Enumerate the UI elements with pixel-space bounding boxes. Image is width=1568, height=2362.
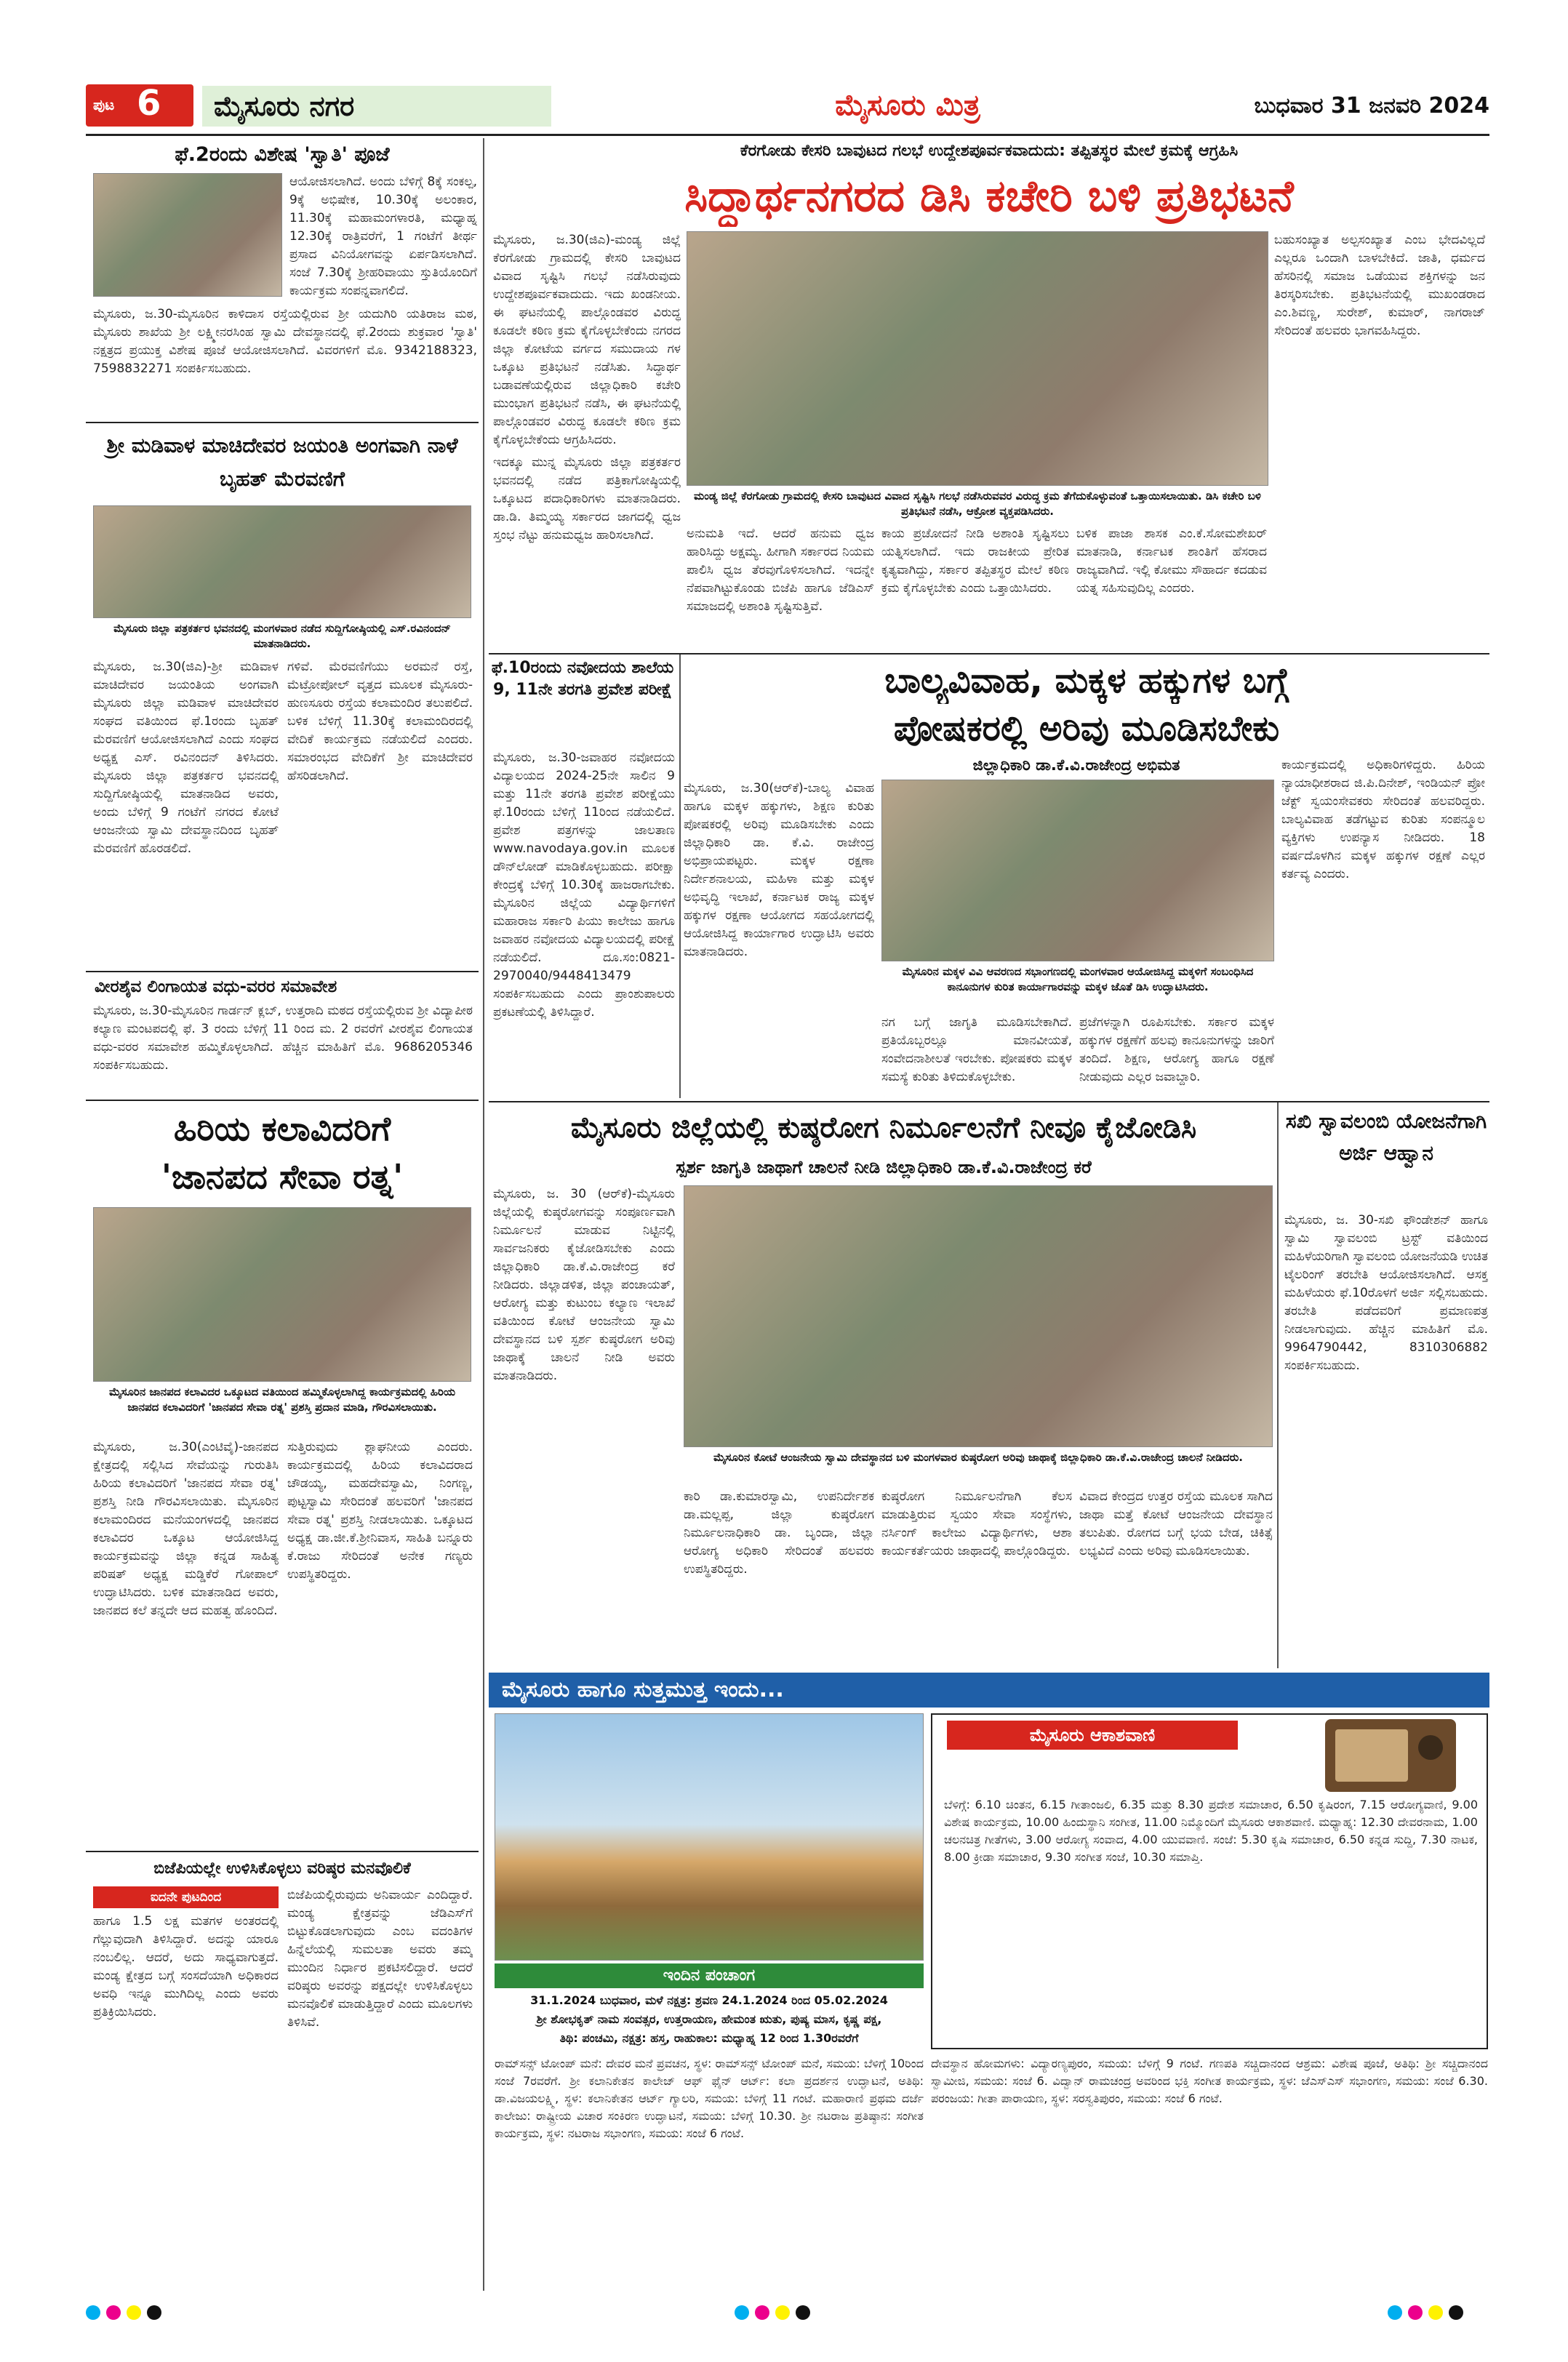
child-caption: ಮೈಸೂರಿನ ಮಕ್ಕಳ ವಿವಿ ಆವರಣದ ಸಭಾಂಗಣದಲ್ಲಿ ಮಂಗಳವಾರ ಆಯೋಜಿಸಿದ್ದ ಮಕ್ಕಳಿಗೆ ಸಂಬಂಧಿಸಿದ ಕಾನೂನುಗಳ ಕುರಿತ ಕಾರ್ಯಾಗಾರವನ್ನು ಮಕ್ಕಳ ಜೊತೆ ಡಿಸಿ ಉದ್ಘಾಟಿಸಿದರು. — [902, 965, 1254, 993]
panchanga-title: ಇಂದಿನ ಪಂಚಾಂಗ — [495, 1963, 924, 1988]
janapada-body-b: ಸುತ್ತಿರುವುದು ಶ್ಲಾಘನೀಯ ಎಂದರು. ಕಾರ್ಯಕ್ರಮದಲ್ಲಿ ಹಿರಿಯ ಕಲಾವಿದರಾದ ಚೌಡಯ್ಯ, ಮಹದೇವಸ್ವಾಮಿ, ನಿಂಗಣ್ಣ, ಪುಟ್ಟಸ್ವಾಮಿ ಸೇರಿದಂತೆ ಹಲವರಿಗೆ 'ಜಾನಪದ ಸೇವಾ ರತ್ನ' ಪ್ರಶಸ್ತಿ ನೀಡಲಾಯಿತು. ಒಕ್ಕೂಟದ ಅಧ್ಯಕ್ಷ ಡಾ.ಜೀ.ಕೆ.ಶ್ರೀನಿವಾಸ, ಸಾಹಿತಿ ಬನ್ನೂರು ಕೆ.ರಾಜು ಸೇರಿದಂತೆ ಅನೇಕ ಗಣ್ಯರು ಉಪಸ್ಥಿತರಿದ್ದರು. — [287, 1440, 473, 1582]
panchanga-line-3: ತಿಥಿ: ಪಂಚಮಿ, ನಕ್ಷತ್ರ: ಹಸ್ತ, ರಾಹುಕಾಲ: ಮಧ್ಯಾಹ್ನ 12 ರಿಂದ 1.30ರವರೆಗೆ — [559, 2031, 859, 2045]
black-dot — [147, 2305, 161, 2320]
today-events-b: ದೇವಸ್ಥಾನ ಹೋಮಗಳು: ವಿದ್ಯಾರಣ್ಯಪುರಂ, ಸಮಯ: ಬೆಳಿಗ್ಗೆ 9 ಗಂಟೆ. ಗಣಪತಿ ಸಚ್ಚಿದಾನಂದ ಆಶ್ರಮ: ವಿಶೇಷ ಪೂಜೆ, ಅತಿಥಿ: ಶ್ರೀ ಸಚ್ಚಿದಾನಂದ ಸ್ವಾಮೀಜಿ, ಸಮಯ: ಸಂಜೆ 6. ವಿದ್ವಾನ್ ರಾಮಚಂದ್ರ ಅವರಿಂದ ಭಕ್ತಿ ಸಂಗೀತ ಕಾರ್ಯಕ್ರಮ, ಸ್ಥಳ: ಜೆಎಸ್‌ಎಸ್ ಸಭಾಂಗಣ, ಸಮಯ: ಸಂಜೆ 6.30. ಪರಂಜಯ: ಗೀತಾ ಪಾರಾಯಣ, ಸ್ಥಳ: ಸರಸ್ವತಿಪುರಂ, ಸಮಯ: ಸಂಜೆ 6 ಗಂಟೆ. — [931, 2057, 1488, 2105]
swathi-body-b: ಮೈಸೂರು, ಜ.30-ಮೈಸೂರಿನ ಕಾಳಿದಾಸ ರಸ್ತೆಯಲ್ಲಿರುವ ಶ್ರೀ ಯದುಗಿರಿ ಯತಿರಾಜ ಮಠ, ಮೈಸೂರು ಶಾಖೆಯ ಶ್ರೀ ಲಕ್ಷ್ಮೀನರಸಿಂಹ ಸ್ವಾಮಿ ದೇವಸ್ಥಾನದಲ್ಲಿ ಫೆ.2ರಂದು ಶುಕ್ರವಾರ 'ಸ್ವಾತಿ' ನಕ್ಷತ್ರದ ಪ್ರಯುಕ್ತ ವಿಶೇಷ ಪೂಜೆ ಆಯೋಜಿಸಲಾಗಿದೆ. ವಿವರಗಳಿಗೆ ಮೊ. 9342188323, 7598832271 ಸಂಪರ್ಕಿಸಬಹುದು. — [93, 307, 477, 376]
madivala-body-a: ಮೈಸೂರು, ಜ.30(ಜಿಎ)-ಶ್ರೀ ಮಡಿವಾಳ ಮಾಚಿದೇವರ ಜಯಂತಿಯ ಅಂಗವಾಗಿ ಮೈಸೂರು ಜಿಲ್ಲಾ ಮಡಿವಾಳ ಮಾಚಿದೇವರ ಸಂಘದ ವತಿಯಿಂದ ಫೆ.1ರಂದು ಬೃಹತ್ ಮೆರವಣಿಗೆ ಆಯೋಜಿಸಲಾಗಿದೆ ಎಂದು ಸಂಘದ ಅಧ್ಯಕ್ಷ ಎಸ್. ರವಿನಂದನ್ ತಿಳಿಸಿದರು. ಮೈಸೂರು ಜಿಲ್ಲಾ ಪತ್ರಕರ್ತರ ಭವನದಲ್ಲಿ ಸುದ್ದಿಗೋಷ್ಠಿಯಲ್ಲಿ ಮಾತನಾಡಿದ ಅವರು, ಅಂದು ಬೆಳಿಗ್ಗೆ 9 ಗಂಟೆಗೆ ನಗರದ ಕೋಟೆ ಆಂಜನೇಯ ಸ್ವಾಮಿ ದೇವಸ್ಥಾನದಿಂದ ಬೃಹತ್ ಮೆರವಣಿಗೆ ಹೊರಡಲಿದೆ. — [93, 660, 279, 856]
leprosy-body-c: ಕುಷ್ಠರೋಗ ನಿರ್ಮೂಲನೆಗಾಗಿ ಕೆಲಸ ಮಾಡುತ್ತಿರುವ ಸ್ವಯಂ ಸೇವಾ ಸಂಸ್ಥೆಗಳು, ನರ್ಸಿಂಗ್ ಕಾಲೇಜು ವಿದ್ಯಾರ್ಥಿಗಳು, ಆಶಾ ಕಾರ್ಯಕರ್ತೆಯರು ಜಾಥಾದಲ್ಲಿ ಪಾಲ್ಗೊಂಡಿದ್ದರು. — [881, 1489, 1072, 1558]
palace-photo — [495, 1713, 924, 1961]
registration-marks-center — [735, 2305, 836, 2323]
divider — [86, 971, 479, 972]
column-rule — [483, 138, 484, 2291]
registration-marks-right — [1388, 2305, 1489, 2323]
paper-name: ಮೈಸೂರು ಮಿತ್ರ — [835, 89, 980, 122]
navodaya-body: ಮೈಸೂರು, ಜ.30-ಜವಾಹರ ನವೋದಯ ವಿದ್ಯಾಲಯದ 2024-25ನೇ ಸಾಲಿನ 9 ಮತ್ತು 11ನೇ ತರಗತಿ ಪ್ರವೇಶ ಪರೀಕ್ಷೆಯು ಫೆ.10ರಂದು ಬೆಳಿಗ್ಗೆ 11ರಿಂದ ನಡೆಯಲಿದೆ. ಪ್ರವೇಶ ಪತ್ರಗಳನ್ನು ಜಾಲತಾಣ www.navodaya.gov.in ಮೂಲಕ ಡೌನ್‌ಲೋಡ್ ಮಾಡಿಕೊಳ್ಳಬಹುದು. ಪರೀಕ್ಷಾ ಕೇಂದ್ರಕ್ಕೆ ಬೆಳಿಗ್ಗೆ 10.30ಕ್ಕೆ ಹಾಜರಾಗಬೇಕು. ಮೈಸೂರಿನ ಜಿಲ್ಲೆಯ ವಿದ್ಯಾರ್ಥಿಗಳಿಗೆ ಮಹಾರಾಜ ಸರ್ಕಾರಿ ಪಿಯು ಕಾಲೇಜು ಹಾಗೂ ಜವಾಹರ ನವೋದಯ ವಿದ್ಯಾಲಯದಲ್ಲಿ ಪರೀಕ್ಷೆ ನಡೆಯಲಿದೆ. ದೂ.ಸಂ:0821-2970040/9448413479 ಸಂಪರ್ಕಿಸಬಹುದು ಎಂದು ಪ್ರಾಂಶುಪಾಲರು ಪ್ರಕಟಣೆಯಲ್ಲಿ ತಿಳಿಸಿದ್ದಾರೆ. — [493, 750, 675, 1020]
cyan-dot — [86, 2305, 100, 2320]
cyan-dot — [1388, 2305, 1402, 2320]
navodaya-headline: ಫೆ.10ರಂದು ನವೋದಯ ಶಾಲೆಯ 9, 11ನೇ ತರಗತಿ ಪ್ರವೇಶ ಪರೀಕ್ಷೆ — [491, 659, 674, 699]
column-rule — [679, 654, 681, 1098]
swathi-photo — [93, 173, 282, 297]
radio-title: ಮೈಸೂರು ಆಕಾಶವಾಣಿ — [947, 1721, 1238, 1750]
madivala-body-b: ಗಳಿವೆ. ಮೆರವಣಿಗೆಯು ಅರಮನೆ ರಸ್ತೆ, ಮೆಟ್ರೋಪೋಲ್ ವೃತ್ತದ ಮೂಲಕ ಮೈಸೂರು-ಹುಣಸೂರು ರಸ್ತೆಯ ಕಲಾಮಂದಿರ ತಲುಪಲಿದೆ. ಬಳಿಕ ಬೆಳಿಗ್ಗೆ 11.30ಕ್ಕೆ ಕಲಾಮಂದಿರದಲ್ಲಿ ವೇದಿಕೆ ಕಾರ್ಯಕ್ರಮ ನಡೆಯಲಿದೆ ಎಂದರು. ಸಮಾರಂಭದ ವೇದಿಕೆಗೆ ಶ್ರೀ ಮಾಚಿದೇವರ ಹೆಸರಿಡಲಾಗಿದೆ. — [287, 660, 473, 783]
black-dot — [1449, 2305, 1463, 2320]
child-body-b: ನಗ ಬಗ್ಗೆ ಜಾಗೃತಿ ಮೂಡಿಸಬೇಕಾಗಿದೆ. ಪ್ರತಿಯೊಬ್ಬರಲ್ಲೂ ಮಾನವೀಯತೆ, ಸಂವೇದನಾಶೀಲತೆ ಇರಬೇಕು. ಪೋಷಕರು ಮಕ್ಕಳ ಸಮಸ್ಯೆ ಕುರಿತು ತಿಳಿದುಕೊಳ್ಳಬೇಕು. — [881, 1015, 1072, 1084]
today-events-a: ರಾಮ್‌ಸನ್ಸ್ ಟೋಂಪ್ ಮನೆ: ದೇವರ ಮನೆ ಪ್ರವಚನ, ಸ್ಥಳ: ರಾಮ್‌ಸನ್ಸ್ ಟೋಂಪ್ ಮನೆ, ಸಮಯ: ಬೆಳಿಗ್ಗೆ 10ರಿಂದ ಸಂಜೆ 7ರವರೆಗೆ. ಶ್ರೀ ಕಲಾನಿಕೇತನ ಕಾಲೇಜ್ ಆಫ್ ಫೈನ್ ಆರ್ಟ್: ಕಲಾ ಪ್ರದರ್ಶನ ಉದ್ಘಾಟನೆ, ಅತಿಥಿ: ಡಾ.ವಿಜಯಲಕ್ಷ್ಮಿ, ಸ್ಥಳ: ಕಲಾನಿಕೇತನ ಆರ್ಟ್ ಗ್ಯಾಲರಿ, ಸಮಯ: ಬೆಳಿಗ್ಗೆ 11 ಗಂಟೆ. ಮಹಾರಾಣಿ ಪ್ರಥಮ ದರ್ಜೆ ಕಾಲೇಜು: ರಾಷ್ಟ್ರೀಯ ವಿಚಾರ ಸಂಕಿರಣ ಉದ್ಘಾಟನೆ, ಸಮಯ: ಬೆಳಿಗ್ಗೆ 10.30. ಶ್ರೀ ನಟರಾಜ ಪ್ರತಿಷ್ಠಾನ: ಸಂಗೀತ ಕಾರ್ಯಕ್ರಮ, ಸ್ಥಳ: ನಟರಾಜ ಸಭಾಂಗಣ, ಸಮಯ: ಸಂಜೆ 6 ಗಂಟೆ. — [495, 2057, 924, 2140]
child-workshop-photo — [881, 780, 1274, 961]
janapada-body-a: ಮೈಸೂರು, ಜ.30(ಎಂಟಿವೈ)-ಜಾನಪದ ಕ್ಷೇತ್ರದಲ್ಲಿ ಸಲ್ಲಿಸಿದ ಸೇವೆಯನ್ನು ಗುರುತಿಸಿ ಹಿರಿಯ ಕಲಾವಿದರಿಗೆ 'ಜಾನಪದ ಸೇವಾ ರತ್ನ' ಪ್ರಶಸ್ತಿ ನೀಡಿ ಗೌರವಿಸಲಾಯಿತು. ಮೈಸೂರಿನ ಕಲಾಮಂದಿರದ ಮನೆಯಂಗಳದಲ್ಲಿ ಜಾನಪದ ಕಲಾವಿದರ ಒಕ್ಕೂಟ ಆಯೋಜಿಸಿದ್ದ ಕಾರ್ಯಕ್ರಮವನ್ನು ಜಿಲ್ಲಾ ಕನ್ನಡ ಸಾಹಿತ್ಯ ಪರಿಷತ್ ಅಧ್ಯಕ್ಷ ಮಡ್ಡಿಕೆರೆ ಗೋಪಾಲ್ ಉದ್ಘಾಟಿಸಿದರು. ಬಳಿಕ ಮಾತನಾಡಿದ ಅವರು, ಜಾನಪದ ಕಲೆ ತನ್ನದೇ ಆದ ಮಹತ್ವ ಹೊಂದಿದೆ. — [93, 1440, 279, 1618]
madivala-caption: ಮೈಸೂರು ಜಿಲ್ಲಾ ಪತ್ರಕರ್ತರ ಭವನದಲ್ಲಿ ಮಂಗಳವಾರ ನಡೆದ ಸುದ್ದಿಗೋಷ್ಠಿಯಲ್ಲಿ ಎಸ್.ರವಿನಂದನ್ ಮಾತನಾಡಿದರು. — [113, 622, 451, 650]
madivala-photo — [93, 505, 471, 618]
veerashaiva-body: ಮೈಸೂರು, ಜ.30-ಮೈಸೂರಿನ ಗಾರ್ಡನ್ ಕ್ಲಬ್, ಉತ್ತರಾದಿ ಮಠದ ರಸ್ತೆಯಲ್ಲಿರುವ ಶ್ರೀ ವಿದ್ಯಾಪೀಠ ಕಲ್ಯಾಣ ಮಂಟಪದಲ್ಲಿ ಫೆ. 3 ರಂದು ಬೆಳಿಗ್ಗೆ 11 ರಿಂದ ಮ. 2 ರವರೆಗೆ ವೀರಶೈವ ಲಿಂಗಾಯತ ವಧು-ವರರ ಸಮಾವೇಶ ಹಮ್ಮಿಕೊಳ್ಳಲಾಗಿದೆ. ಹೆಚ್ಚಿನ ಮಾಹಿತಿಗೆ ಮೊ. 9686205346 ಸಂಪರ್ಕಿಸಬಹುದು. — [93, 1004, 473, 1073]
child-headline-1: ಬಾಲ್ಯವಿವಾಹ, ಮಕ್ಕಳ ಹಕ್ಕುಗಳ ಬಗ್ಗೆ — [884, 660, 1289, 701]
leprosy-caption: ಮೈಸೂರಿನ ಕೋಟೆ ಆಂಜನೇಯ ಸ್ವಾಮಿ ದೇವಸ್ಥಾನದ ಬಳಿ ಮಂಗಳವಾರ ಕುಷ್ಠರೋಗ ಅರಿವು ಜಾಥಾಕ್ಕೆ ಜಿಲ್ಲಾಧಿಕಾರಿ ಡಾ.ಕೆ.ವಿ.ರಾಜೇಂದ್ರ ಚಾಲನೆ ನೀಡಿದರು. — [713, 1451, 1243, 1464]
madivala-headline: ಶ್ರೀ ಮಡಿವಾಳ ಮಾಚಿದೇವರ ಜಯಂತಿ ಅಂಗವಾಗಿ ನಾಳೆ ಬೃಹತ್ ಮೆರವಣಿಗೆ — [106, 433, 458, 491]
leprosy-body-a: ಮೈಸೂರು, ಜ. 30 (ಆರ್‌ಕೆ)-ಮೈಸೂರು ಜಿಲ್ಲೆಯಲ್ಲಿ ಕುಷ್ಠರೋಗವನ್ನು ಸಂಪೂರ್ಣವಾಗಿ ನಿರ್ಮೂಲನೆ ಮಾಡುವ ನಿಟ್ಟಿನಲ್ಲಿ ಸಾರ್ವಜನಿಕರು ಕೈಜೋಡಿಸಬೇಕು ಎಂದು ಜಿಲ್ಲಾಧಿಕಾರಿ ಡಾ.ಕೆ.ವಿ.ರಾಜೇಂದ್ರ ಕರೆ ನೀಡಿದರು. ಜಿಲ್ಲಾಡಳಿತ, ಜಿಲ್ಲಾ ಪಂಚಾಯತ್, ಆರೋಗ್ಯ ಮತ್ತು ಕುಟುಂಬ ಕಲ್ಯಾಣ ಇಲಾಖೆ ವತಿಯಿಂದ ಕೋಟೆ ಆಂಜನೇಯ ಸ್ವಾಮಿ ದೇವಸ್ಥಾನದ ಬಳಿ ಸ್ಪರ್ಶ ಕುಷ್ಠರೋಗ ಅರಿವು ಜಾಥಾಕ್ಕೆ ಚಾಲನೆ ನೀಡಿ ಅವರು ಮಾತನಾಡಿದರು. — [493, 1187, 675, 1383]
lead-body-c: ಅನುಮತಿ ಇದೆ. ಆದರೆ ಹನುಮ ಧ್ವಜ ಹಾರಿಸಿದ್ದು ಅಕ್ಷಮ್ಯ. ಹೀಗಾಗಿ ಸರ್ಕಾರದ ನಿಯಮ ಪಾಲಿಸಿ ಧ್ವಜ ತೆರವುಗೊಳಿಸಲಾಗಿದೆ. ಇದನ್ನೇ ನೆಪವಾಗಿಟ್ಟುಕೊಂಡು ಬಿಜೆಪಿ ಹಾಗೂ ಜೆಡಿಎಸ್ ಸಮಾಜದಲ್ಲಿ ಅಶಾಂತಿ ಸೃಷ್ಟಿಸುತ್ತಿವೆ. — [687, 527, 874, 614]
masthead — [86, 80, 1489, 134]
shg-body: ಮೈಸೂರು, ಜ. 30-ಸಖಿ ಫೌಂಡೇಶನ್ ಹಾಗೂ ಸ್ವಾಮಿ ಸ್ವಾವಲಂಬಿ ಟ್ರಸ್ಟ್ ವತಿಯಿಂದ ಮಹಿಳೆಯರಿಗಾಗಿ ಸ್ವಾವಲಂಬಿ ಯೋಜನೆಯಡಿ ಉಚಿತ ಟೈಲರಿಂಗ್ ತರಬೇತಿ ಆಯೋಜಿಸಲಾಗಿದೆ. ಆಸಕ್ತ ಮಹಿಳೆಯರು ಫೆ.10ರೊಳಗೆ ಅರ್ಜಿ ಸಲ್ಲಿಸಬಹುದು. ತರಬೇತಿ ಪಡೆದವರಿಗೆ ಪ್ರಮಾಣಪತ್ರ ನೀಡಲಾಗುವುದು. ಹೆಚ್ಚಿನ ಮಾಹಿತಿಗೆ ಮೊ. 9964790442, 8310306882 ಸಂಪರ್ಕಿಸಬಹುದು. — [1284, 1213, 1488, 1373]
radio-icon — [1325, 1719, 1456, 1792]
yellow-dot — [775, 2305, 790, 2320]
leprosy-subhead: ಸ್ಪರ್ಶ ಜಾಗೃತಿ ಜಾಥಾಗೆ ಚಾಲನೆ ನೀಡಿ ಜಿಲ್ಲಾಧಿಕಾರಿ ಡಾ.ಕೆ.ವಿ.ರಾಜೇಂದ್ರ ಕರೆ — [676, 1157, 1092, 1177]
magenta-dot — [1408, 2305, 1423, 2320]
lead-caption: ಮಂಡ್ಯ ಜಿಲ್ಲೆ ಕೆರಗೋಡು ಗ್ರಾಮದಲ್ಲಿ ಕೇಸರಿ ಬಾವುಟದ ವಿವಾದ ಸೃಷ್ಟಿಸಿ ಗಲಭೆ ನಡೆಸಿರುವವರ ವಿರುದ್ಧ ಕ್ರಮ ತೆಗೆದುಕೊಳ್ಳುವಂತೆ ಒತ್ತಾಯಿಸಲಾಯಿತು. ಡಿಸಿ ಕಚೇರಿ ಬಳಿ ಪ್ರತಿಭಟನೆ ನಡೆಸಿ, ಆಕ್ರೋಶ ವ್ಯಕ್ತಪಡಿಸಿದರು. — [694, 489, 1261, 518]
leprosy-jatha-photo — [684, 1185, 1273, 1447]
issue-date: ಬುಧವಾರ 31 ಜನವರಿ 2024 — [1254, 93, 1489, 119]
leprosy-body-b: ಕಾರಿ ಡಾ.ಕುಮಾರಸ್ವಾಮಿ, ಉಪನಿರ್ದೇಶಕ ಡಾ.ಮಲ್ಲಪ್ಪ, ಜಿಲ್ಲಾ ಕುಷ್ಠರೋಗ ನಿರ್ಮೂಲನಾಧಿಕಾರಿ ಡಾ. ಬೃಂದಾ, ಜಿಲ್ಲಾ ಆರೋಗ್ಯ ಅಧಿಕಾರಿ ಸೇರಿದಂತೆ ಹಲವರು ಉಪಸ್ಥಿತರಿದ್ದರು. — [684, 1489, 874, 1577]
page-label: ಪುಟ — [93, 96, 115, 113]
yellow-dot — [1428, 2305, 1443, 2320]
section-title: ಮೈಸೂರು ನಗರ — [202, 86, 551, 127]
shg-headline: ಸಖಿ ಸ್ವಾವಲಂಬಿ ಯೋಜನೆಗಾಗಿ ಅರ್ಜಿ ಆಹ್ವಾನ — [1285, 1109, 1487, 1165]
veerashaiva-headline: ವೀರಶೈವ ಲಿಂಗಾಯತ ವಧು-ವರರ ಸಮಾವೇಶ — [95, 977, 337, 996]
janapada-headline-2: 'ಜಾನಪದ ಸೇವಾ ರತ್ನ' — [161, 1157, 404, 1196]
black-dot — [796, 2305, 810, 2320]
panchanga-line-2: ಶ್ರೀ ಶೋಭಕೃತ್ ನಾಮ ಸಂವತ್ಸರ, ಉತ್ತರಾಯಣ, ಹೇಮಂತ ಋತು, ಪುಷ್ಯ ಮಾಸ, ಕೃಷ್ಣ ಪಕ್ಷ, — [536, 2012, 882, 2026]
janapada-caption: ಮೈಸೂರಿನ ಜಾನಪದ ಕಲಾವಿದರ ಒಕ್ಕೂಟದ ವತಿಯಿಂದ ಹಮ್ಮಿಕೊಳ್ಳಲಾಗಿದ್ದ ಕಾರ್ಯಕ್ರಮದಲ್ಲಿ ಹಿರಿಯ ಜಾನಪದ ಕಲಾವಿದರಿಗೆ 'ಜಾನಪದ ಸೇವಾ ರತ್ನ' ಪ್ರಶಸ್ತಿ ಪ್ರದಾನ ಮಾಡಿ, ಗೌರವಿಸಲಾಯಿತು. — [108, 1385, 456, 1414]
page-number-badge — [86, 84, 193, 127]
child-body-a: ಮೈಸೂರು, ಜ.30(ಆರ್‌ಕೆ)-ಬಾಲ್ಯ ವಿವಾಹ ಹಾಗೂ ಮಕ್ಕಳ ಹಕ್ಕುಗಳು, ಶಿಕ್ಷಣ ಕುರಿತು ಪೋಷಕರಲ್ಲಿ ಅರಿವು ಮೂಡಿಸಬೇಕು ಎಂದು ಜಿಲ್ಲಾಧಿಕಾರಿ ಡಾ. ಕೆ.ವಿ. ರಾಜೇಂದ್ರ ಅಭಿಪ್ರಾಯಪಟ್ಟರು. ಮಕ್ಕಳ ರಕ್ಷಣಾ ನಿರ್ದೇಶನಾಲಯ, ಮಹಿಳಾ ಮತ್ತು ಮಕ್ಕಳ ಅಭಿವೃದ್ಧಿ ಇಲಾಖೆ, ಕರ್ನಾಟಕ ರಾಜ್ಯ ಮಕ್ಕಳ ಹಕ್ಕುಗಳ ರಕ್ಷಣಾ ಆಯೋಗದ ಸಹಯೋಗದಲ್ಲಿ ಆಯೋಜಿಸಿದ್ದ ಕಾರ್ಯಾಗಾರ ಉದ್ಘಾಟಿಸಿ ಅವರು ಮಾತನಾಡಿದರು. — [684, 781, 874, 959]
magenta-dot — [106, 2305, 121, 2320]
magenta-dot — [755, 2305, 769, 2320]
child-body-d: ಕಾರ್ಯಕ್ರಮದಲ್ಲಿ ಅಧಿಕಾರಿಗಳಿದ್ದರು. ಹಿರಿಯ ನ್ಯಾಯಾಧೀಶರಾದ ಜಿ.ಪಿ.ದಿನೇಶ್, ಇಂಡಿಯನ್ ಪ್ರೋ ಜೆಕ್ಟ್ ಸ್ವಯಂಸೇವಕರು ಸೇರಿದಂತೆ ಹಲವರಿದ್ದರು. ಬಾಲ್ಯವಿವಾಹ ತಡೆಗಟ್ಟುವ ಕುರಿತು ಸಂಪನ್ಮೂಲ ವ್ಯಕ್ತಿಗಳು ಉಪನ್ಯಾಸ ನೀಡಿದರು. 18 ವರ್ಷದೊಳಗಿನ ಮಕ್ಕಳ ಹಕ್ಕುಗಳ ರಕ್ಷಣೆ ಎಲ್ಲರ ಕರ್ತವ್ಯ ಎಂದರು. — [1281, 758, 1485, 881]
today-banner: ಮೈಸೂರು ಹಾಗೂ ಸುತ್ತಮುತ್ತ ಇಂದು... — [489, 1673, 1489, 1708]
panchanga-line-1: 31.1.2024 ಬುಧವಾರ, ಮಳೆ ನಕ್ಷತ್ರ: ಶ್ರವಣ 24.1.2024 ರಿಂದ 05.02.2024 — [530, 1993, 888, 2007]
masthead-rule — [86, 134, 1489, 136]
lead-body-f: ಬಹುಸಂಖ್ಯಾತ ಅಲ್ಪಸಂಖ್ಯಾತ ಎಂಬ ಭೇದವಿಲ್ಲದೆ ಎಲ್ಲರೂ ಒಂದಾಗಿ ಬಾಳಬೇಕಿದೆ. ಜಾತಿ, ಧರ್ಮದ ಹೆಸರಿನಲ್ಲಿ ಸಮಾಜ ಒಡೆಯುವ ಶಕ್ತಿಗಳನ್ನು ಜನ ತಿರಸ್ಕರಿಸಬೇಕು. ಪ್ರತಿಭಟನೆಯಲ್ಲಿ ಮುಖಂಡರಾದ ಎಂ.ಶಿವಣ್ಣ, ಸುರೇಶ್, ಕುಮಾರ್, ನಾಗರಾಜ್ ಸೇರಿದಂತೆ ಹಲವರು ಭಾಗವಹಿಸಿದ್ದರು. — [1274, 233, 1485, 338]
bjp-continued-tag: ಐದನೇ ಪುಟದಿಂದ — [93, 1886, 279, 1908]
janapada-headline-1: ಹಿರಿಯ ಕಲಾವಿದರಿಗೆ — [173, 1109, 391, 1148]
bjp-body-a: ಹಾಗೂ 1.5 ಲಕ್ಷ ಮತಗಳ ಅಂತರದಲ್ಲಿ ಗೆಲ್ಲುವುದಾಗಿ ತಿಳಿಸಿದ್ದಾರೆ. ಅದನ್ನು ಯಾರೂ ನಂಬಲಿಲ್ಲ. ಆದರೆ, ಅದು ಸಾಧ್ಯವಾಗುತ್ತದೆ. ಮಂಡ್ಯ ಕ್ಷೇತ್ರದ ಬಗ್ಗೆ ಸಂಸದೆಯಾಗಿ ಅಧಿಕಾರದ ಅವಧಿ ಇನ್ನೂ ಮುಗಿದಿಲ್ಲ ಎಂದು ಅವರು ಪ್ರತಿಕ್ರಿಯಿಸಿದರು. — [93, 1914, 279, 2019]
swathi-headline: ಫೆ.2ರಂದು ವಿಶೇಷ 'ಸ್ವಾತಿ' ಪೂಜೆ — [175, 143, 390, 166]
column-rule — [1277, 1102, 1279, 1668]
registration-marks-left — [86, 2305, 188, 2323]
radio-schedule: ಬೆಳಿಗ್ಗೆ: 6.10 ಚಿಂತನ, 6.15 ಗೀತಾಂಜಲಿ, 6.35 ಮತ್ತು 8.30 ಪ್ರದೇಶ ಸಮಾಚಾರ, 6.50 ಕೃಷಿರಂಗ, 7.15 ಆರೋಗ್ಯವಾಣಿ, 9.00 ವಿಶೇಷ ಕಾರ್ಯಕ್ರಮ, 10.00 ಹಿಂದುಸ್ಥಾನಿ ಸಂಗೀತ, 11.00 ನಿಮ್ಮೊಂದಿಗೆ ಮೈಸೂರು ಆಕಾಶವಾಣಿ. ಮಧ್ಯಾಹ್ನ: 12.30 ದೇವರನಾಮ, 1.00 ಚಲನಚಿತ್ರ ಗೀತೆಗಳು, 3.00 ಆರೋಗ್ಯ ಸಂವಾದ, 4.00 ಯುವವಾಣಿ. ಸಂಜೆ: 5.30 ಕೃಷಿ ಸಮಾಚಾರ, 6.50 ಕನ್ನಡ ಸುದ್ದಿ, 7.30 ನಾಟಕ, 8.00 ಕ್ರೀಡಾ ಸಮಾಚಾರ, 9.30 ಸಂಗೀತ ಸಂಜೆ, 10.30 ಸಮಾಪ್ತಿ. — [944, 1798, 1478, 1864]
lead-protest-photo — [687, 231, 1268, 486]
janapada-photo — [93, 1207, 471, 1382]
divider — [86, 1100, 479, 1101]
lead-body-e: ಬಳಿಕ ಪಾಜಾ ಶಾಸಕ ಎಂ.ಕೆ.ಸೋಮಶೇಖರ್ ಮಾತನಾಡಿ, ಕರ್ನಾಟಕ ಶಾಂತಿಗೆ ಹೆಸರಾದ ರಾಜ್ಯವಾಗಿದೆ. ಇಲ್ಲಿ ಕೋಮು ಸೌಹಾರ್ದ ಕದಡುವ ಯತ್ನ ಸಹಿಸುವುದಿಲ್ಲ ಎಂದರು. — [1076, 527, 1267, 596]
bjp-headline: ಬಿಜೆಪಿಯಲ್ಲೇ ಉಳಿಸಿಕೊಳ್ಳಲು ವರಿಷ್ಠರ ಮನವೊಲಿಕೆ — [153, 1859, 411, 1878]
divider — [86, 1851, 479, 1852]
divider — [86, 422, 479, 423]
yellow-dot — [127, 2305, 141, 2320]
leprosy-body-d: ವಿವಾದ ಕೇಂದ್ರದ ಉತ್ತರ ರಸ್ತೆಯ ಮೂಲಕ ಸಾಗಿದ ಜಾಥಾ ಮತ್ತೆ ಕೋಟೆ ಆಂಜನೇಯ ದೇವಸ್ಥಾನ ತಲುಪಿತು. ರೋಗದ ಬಗ್ಗೆ ಭಯ ಬೇಡ, ಚಿಕಿತ್ಸೆ ಲಭ್ಯವಿದೆ ಎಂದು ಅರಿವು ಮೂಡಿಸಲಾಯಿತು. — [1079, 1489, 1273, 1558]
lead-body-d: ಕಾಯ ಪ್ರಚೋದನೆ ನೀಡಿ ಅಶಾಂತಿ ಸೃಷ್ಟಿಸಲು ಯತ್ನಿಸಲಾಗಿದೆ. ಇದು ರಾಜಕೀಯ ಪ್ರೇರಿತ ಕೃತ್ಯವಾಗಿದ್ದು, ಸರ್ಕಾರ ತಪ್ಪಿತಸ್ಥರ ಮೇಲೆ ಕಠಿಣ ಕ್ರಮ ಕೈಗೊಳ್ಳಬೇಕು ಎಂದು ಒತ್ತಾಯಿಸಿದರು. — [881, 527, 1069, 596]
leprosy-headline: ಮೈಸೂರು ಜಿಲ್ಲೆಯಲ್ಲಿ ಕುಷ್ಠರೋಗ ನಿರ್ಮೂಲನೆಗೆ ನೀವೂ ಕೈಜೋಡಿಸಿ — [570, 1111, 1197, 1145]
child-body-c: ಪ್ರಜೆಗಳನ್ನಾಗಿ ರೂಪಿಸಬೇಕು. ಸರ್ಕಾರ ಮಕ್ಕಳ ಹಕ್ಕುಗಳ ರಕ್ಷಣೆಗೆ ಹಲವು ಕಾನೂನುಗಳನ್ನು ಜಾರಿಗೆ ತಂದಿದೆ. ಶಿಕ್ಷಣ, ಆರೋಗ್ಯ ಹಾಗೂ ರಕ್ಷಣೆ ನೀಡುವುದು ಎಲ್ಲರ ಜವಾಬ್ದಾರಿ. — [1079, 1015, 1274, 1084]
radio-box — [931, 1713, 1488, 2049]
divider — [489, 653, 1489, 654]
child-headline-2: ಪೋಷಕರಲ್ಲಿ ಅರಿವು ಮೂಡಿಸಬೇಕು — [893, 708, 1280, 749]
lead-body-a: ಮೈಸೂರು, ಜ.30(ಜಿಎ)-ಮಂಡ್ಯ ಜಿಲ್ಲೆ ಕೆರಗೋಡು ಗ್ರಾಮದಲ್ಲಿ ಕೇಸರಿ ಬಾವುಟದ ವಿವಾದ ಸೃಷ್ಟಿಸಿ ಗಲಭೆ ನಡೆಸಿರುವುದು ಉದ್ದೇಶಪೂರ್ವಕವಾದುದು. ಇದು ಖಂಡನೀಯ. ಈ ಘಟನೆಯಲ್ಲಿ ಪಾಲ್ಗೊಂಡವರ ವಿರುದ್ಧ ಕೂಡಲೇ ಕಠಿಣ ಕ್ರಮ ಕೈಗೊಳ್ಳಬೇಕೆಂದು ನಗರದ ಜಿಲ್ಲಾ ಕೋಟೆಯ ವರ್ಗದ ಸಮುದಾಯ ಗಳ ಒಕ್ಕೂಟ ಪ್ರತಿಭಟನೆ ನಡೆಸಿತು. ಸಿದ್ಧಾರ್ಥ ಬಡಾವಣೆಯಲ್ಲಿರುವ ಜಿಲ್ಲಾಧಿಕಾರಿ ಕಚೇರಿ ಮುಂಭಾಗ ಪ್ರತಿಭಟನೆ ನಡೆಸಿ, ಈ ಘಟನೆಯಲ್ಲಿ ಪಾಲ್ಗೊಂಡವರ ವಿರುದ್ಧ ಕೂಡಲೇ ಕಠಿಣ ಕ್ರಮ ಕೈಗೊಳ್ಳಬೇಕೆಂದು ಆಗ್ರಹಿಸಿದರು. ಇದಕ್ಕೂ ಮುನ್ನ ಮೈಸೂರು ಜಿಲ್ಲಾ ಪತ್ರಕರ್ತರ ಭವನದಲ್ಲಿ ನಡೆದ ಪತ್ರಿಕಾಗೋಷ್ಠಿಯಲ್ಲಿ ಒಕ್ಕೂಟದ ಪದಾಧಿಕಾರಿಗಳು ಮಾತನಾಡಿದರು. ಡಾ.ಡಿ. ತಿಮ್ಮಯ್ಯ ಸರ್ಕಾರದ ಜಾಗದಲ್ಲಿ ಧ್ವಜ ಸ್ತಂಭ ನೆಟ್ಟು ಹನುಮಧ್ವಜ ಹಾರಿಸಲಾಗಿದೆ. — [493, 231, 681, 630]
child-subhead: ಜಿಲ್ಲಾಧಿಕಾರಿ ಡಾ.ಕೆ.ವಿ.ರಾಜೇಂದ್ರ ಅಭಿಮತ — [972, 756, 1180, 774]
lead-kicker: ಕೆರಗೋಡು ಕೇಸರಿ ಬಾವುಟದ ಗಲಭೆ ಉದ್ದೇಶಪೂರ್ವಕವಾದುದು: ತಪ್ಪಿತಸ್ಥರ ಮೇಲೆ ಕ್ರಮಕ್ಕೆ ಆಗ್ರಹಿಸಿ — [740, 142, 1239, 160]
cyan-dot — [735, 2305, 749, 2320]
page-number: 6 — [137, 83, 161, 124]
bjp-body-b: ಬಿಜೆಪಿಯಲ್ಲಿರುವುದು ಅನಿವಾರ್ಯ ಎಂದಿದ್ದಾರೆ. ಮಂಡ್ಯ ಕ್ಷೇತ್ರವನ್ನು ಜೆಡಿಎಸ್‌ಗೆ ಬಿಟ್ಟುಕೊಡಲಾಗುವುದು ಎಂಬ ವದಂತಿಗಳ ಹಿನ್ನೆಲೆಯಲ್ಲಿ ಸುಮಲತಾ ಅವರು ತಮ್ಮ ಮುಂದಿನ ನಿರ್ಧಾರ ಪ್ರಕಟಿಸಲಿದ್ದಾರೆ. ಆದರೆ ವರಿಷ್ಠರು ಅವರನ್ನು ಪಕ್ಷದಲ್ಲೇ ಉಳಿಸಿಕೊಳ್ಳಲು ಮನವೊಲಿಕೆ ಮಾಡುತ್ತಿದ್ದಾರೆ ಎಂದು ಮೂಲಗಳು ತಿಳಿಸಿವೆ. — [287, 1888, 473, 2030]
swathi-body-a: ಆಯೋಜಿಸಲಾಗಿದೆ. ಅಂದು ಬೆಳಿಗ್ಗೆ 8ಕ್ಕೆ ಸಂಕಲ್ಪ, 9ಕ್ಕೆ ಅಭಿಷೇಕ, 10.30ಕ್ಕೆ ಅಲಂಕಾರ, 11.30ಕ್ಕೆ ಮಹಾಮಂಗಳಾರತಿ, ಮಧ್ಯಾಹ್ನ 12.30ಕ್ಕೆ ರಾತ್ರಿವರೆಗೆ, 1 ಗಂಟೆಗೆ ತೀರ್ಥ ಪ್ರಸಾದ ವಿನಿಯೋಗವನ್ನು ಏರ್ಪಡಿಸಲಾಗಿದೆ. ಸಂಜೆ 7.30ಕ್ಕೆ ಶ್ರೀಹರಿವಾಯು ಸ್ತುತಿಯೊಂದಿಗೆ ಕಾರ್ಯಕ್ರಮ ಸಂಪನ್ನವಾಗಲಿದೆ. — [289, 175, 477, 298]
divider — [489, 1101, 1489, 1102]
lead-headline: ಸಿದ್ಧಾರ್ಥನಗರದ ಡಿಸಿ ಕಚೇರಿ ಬಳಿ ಪ್ರತಿಭಟನೆ — [684, 171, 1294, 222]
lead-body-b: ಇದಕ್ಕೂ ಮುನ್ನ ಮೈಸೂರು ಜಿಲ್ಲಾ ಪತ್ರಕರ್ತರ ಭವನದಲ್ಲಿ ನಡೆದ ಪತ್ರಿಕಾಗೋಷ್ಠಿಯಲ್ಲಿ ಒಕ್ಕೂಟದ ಪದಾಧಿಕಾರಿಗಳು ಮಾತನಾಡಿದರು. ಡಾ.ಡಿ. ತಿಮ್ಮಯ್ಯ ಸರ್ಕಾರದ ಜಾಗದಲ್ಲಿ ಧ್ವಜ ಸ್ತಂಭ ನೆಟ್ಟು ಹನುಮಧ್ವಜ ಹಾರಿಸಲಾಗಿದೆ. — [493, 455, 681, 543]
